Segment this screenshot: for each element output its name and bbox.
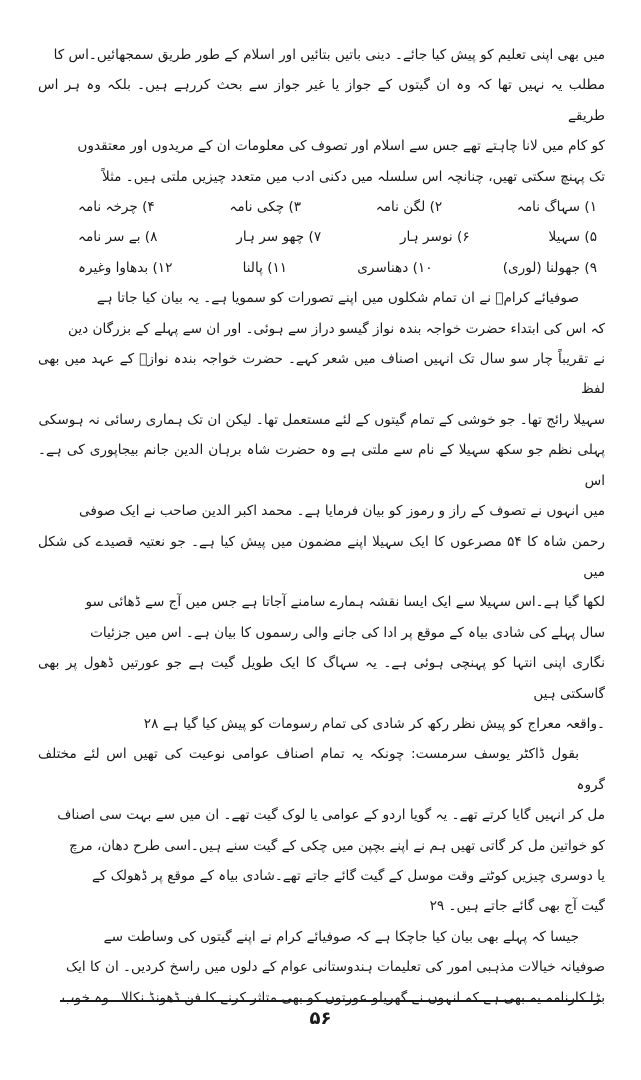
text-line: میں انہوں نے تصوف کے راز و رموز کو بیان فرمایا ہے۔ محمد اکبر الدین صاحب نے ایک صوفی <box>79 503 605 520</box>
text-line: نگاری اپنی انتہا کو پہنچی ہوئی ہے۔ یہ سہاگ کا ایک طویل گیت ہے جو عورتیں ڈھول پر بھی گاسکتی ہیں <box>38 655 605 702</box>
genre-list-item: ۴) چرخہ نامہ <box>78 199 155 216</box>
genre-list-item: ۵) سہیلا <box>548 229 597 246</box>
text-line: میں بھی اپنی تعلیم کو پیش کیا جائے۔ دینی باتیں بتائیں اور اسلام کے طور طریق سمجھائیں۔اس کا <box>53 47 605 63</box>
genre-list-item: ۱۰) دھناسری <box>357 259 433 276</box>
text-line: لکھا گیا ہے۔اس سہیلا سے ایک ایسا نقشہ ہمارے سامنے آجاتا ہے جس میں آج سے ڈھائی سو <box>85 594 605 611</box>
text-line: کو خواتین مل کر گاتی تھیں ہم نے اپنے بچپن میں چکی کے گیت سنے ہیں۔اسی طرح دھان، مرچ <box>69 837 605 854</box>
paragraphs-main <box>38 283 605 1013</box>
genre-list <box>38 192 605 283</box>
text-line: جیسا کہ پہلے بھی بیان کیا جاچکا ہے کہ صوفیائے کرام نے اپنے گیتوں کی وساطت سے <box>103 928 579 945</box>
text-line: مل کر انہیں گایا کرتے تھے۔ یہ گویا اردو کے عوامی یا لوک گیت تھے۔ ان میں سے بہت سی اصناف <box>57 807 605 824</box>
genre-list-item: ۷) چھو سر ہار <box>236 229 322 246</box>
genre-list-item: ۱) سہاگ نامہ <box>516 199 597 216</box>
text-line: صوفیانہ خیالات مذہبی امور کی تعلیمات ہندوستانی عوام کے دلوں میں راسخ کردیں۔ ان کا ایک <box>65 959 605 976</box>
text-line: ۔واقعہ معراج کو پیش نظر رکھ کر شادی کی تمام رسومات کو پیش کیا گیا ہے ۲۸ <box>143 715 605 732</box>
text-line: صوفیائے کرامؒ نے ان تمام شکلوں میں اپنے تصورات کو سمویا ہے۔ یہ بیان کیا جاتا ہے <box>96 290 579 307</box>
page-body <box>38 40 605 1013</box>
paragraph-intro <box>38 40 605 192</box>
genre-list-item: ۱۱) پالنا <box>242 259 288 276</box>
text-line: بقول ڈاکٹر یوسف سرمست: چونکہ یہ تمام اصناف عوامی نوعیت کی تھیں اس لئے مختلف گروہ <box>38 746 605 793</box>
genre-list-item: ۸) بے سر نامہ <box>78 229 158 246</box>
genre-list-item: ۲) لگن نامہ <box>375 199 443 216</box>
genre-list-item: ۹) جھولنا (لوری) <box>502 259 597 276</box>
footer-rule <box>60 1000 601 1002</box>
text-line: مطلب یہ نہیں تھا کہ وہ ان گیتوں کے جواز یا غیر جواز سے بحث کررہے ہیں۔ بلکہ وہ ہر اس طریقے <box>38 77 605 124</box>
genre-list-item: ۳) چکی نامہ <box>229 199 302 216</box>
text-line: رحمن شاہ کا ۵۴ مصرعوں کا ایک سہیلا اپنے مضمون میں پیش کیا ہے۔ جو نعتیہ قصیدے کی شکل میں <box>38 533 605 580</box>
text-line: یا دوسری چیزیں کوٹتے وقت موسل کے گیت گائے جاتے تھے۔شادی بیاہ کے موقع پر ڈھولک کے <box>91 867 605 884</box>
text-line: سہیلا رائج تھا۔ جو خوشی کے تمام گیتوں کے لئے مستعمل تھا۔ لیکن ان تک ہماری رسائی نہ ہوسکی <box>38 411 605 428</box>
genre-list-item: ۱۲) بدھاوا وغیرہ <box>78 259 173 276</box>
text-line: نے تقریباً چار سو سال تک انہیں اصناف میں شعر کہے۔ حضرت خواجہ بندہ نوازؒ کے عہد میں بھی لفظ <box>38 351 605 398</box>
text-line: بڑا کارنامہ یہ بھی ہے کہ انہوں نے گھریلو عورتوں کو بھی متاثر کرنے کا فن ڈھونڈ نکالا۔ وہ خوب <box>61 989 605 1006</box>
text-line: تک پہنچ سکتی تھیں، چنانچہ اس سلسلہ میں دکنی ادب میں متعدد چیزیں ملتی ہیں۔ مثلاً <box>101 168 605 185</box>
text-line: سال پہلے کی شادی بیاہ کے موقع پر ادا کی جانے والی رسموں کا بیان ہے۔ اس میں جزئیات <box>90 624 605 641</box>
text-line: کہ اس کی ابتداء حضرت خواجہ بندہ نواز گیسو دراز سے ہوئی۔ اور ان سے پہلے کے بزرگان دین <box>68 320 605 337</box>
text-line: کو کام میں لانا چاہتے تھے جس سے اسلام اور تصوف کی معلومات ان کے مریدوں اور معتقدوں <box>77 138 605 155</box>
genre-list-row <box>38 253 605 283</box>
text-line: پہلی نظم جو سکھ سہیلا کے نام سے ملتی ہے وہ حضرت شاہ برہان الدین جانم بیجاپوری کی ہے۔اس <box>38 442 605 489</box>
genre-list-item: ۶) نوسر ہار <box>399 229 470 246</box>
genre-list-row <box>38 192 605 222</box>
text-line: گیت آج بھی گائے جاتے ہیں۔ ۲۹ <box>429 898 605 915</box>
page-number: ۵۶ <box>309 1008 332 1029</box>
genre-list-row <box>38 222 605 252</box>
